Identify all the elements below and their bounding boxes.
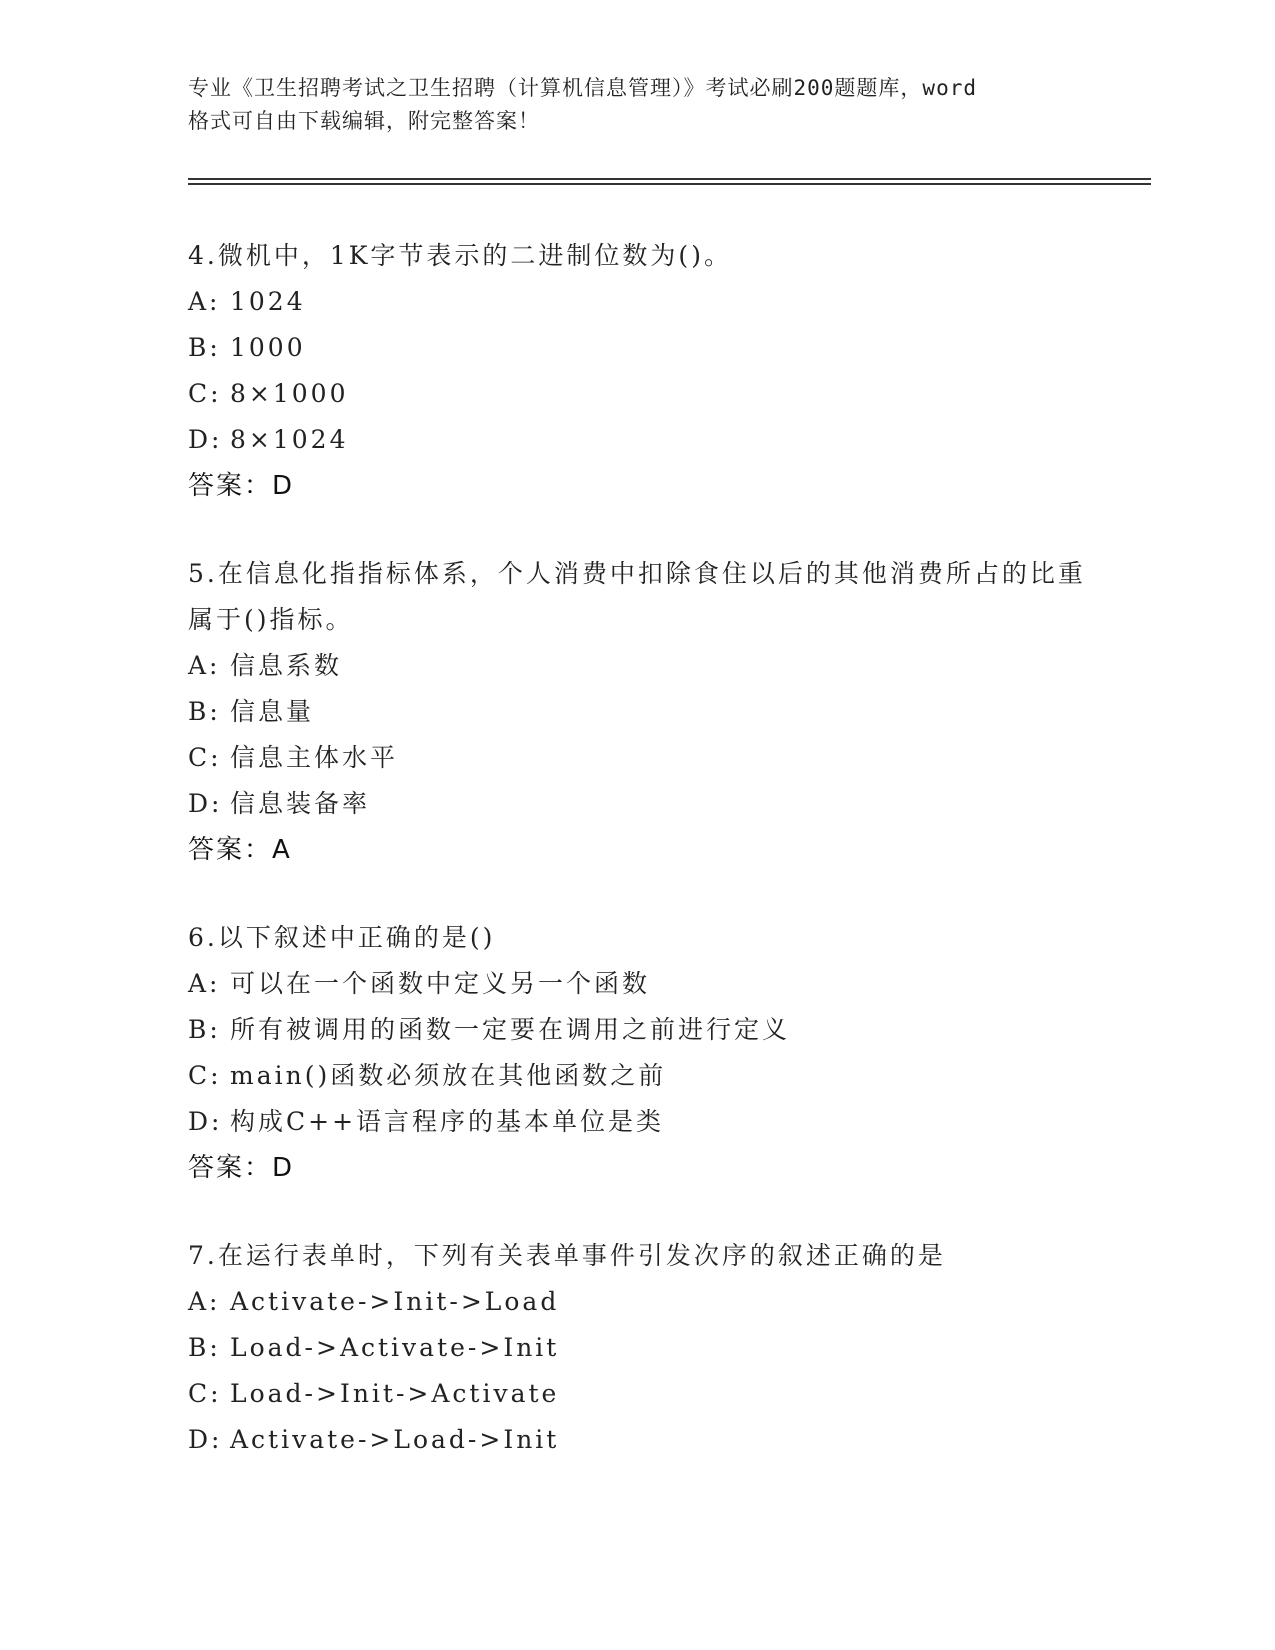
option-c: [188, 1371, 1108, 1417]
option-b: [188, 325, 1108, 371]
header-divider-top: [188, 178, 1151, 180]
question-text: 5.在信息化指指标体系，个人消费中扣除食住以后的其他消费所占的比重属于()指标。: [188, 559, 1086, 634]
question-4: [188, 233, 1108, 509]
option-text: Activate->Init->Load: [230, 1287, 560, 1316]
option-label: C:: [188, 379, 222, 408]
option-label: C:: [188, 1379, 222, 1408]
option-label: D:: [188, 425, 223, 454]
question-6: [188, 915, 1108, 1191]
option-label: A:: [188, 969, 221, 998]
option-text: Load->Init->Activate: [230, 1379, 560, 1408]
question-list: [188, 233, 1108, 1505]
option-text: Activate->Load->Init: [230, 1425, 560, 1454]
header-divider-bottom: [188, 183, 1151, 185]
option-text: 信息装备率: [230, 789, 371, 818]
option-b: [188, 1325, 1108, 1371]
question-text: 7.在运行表单时，下列有关表单事件引发次序的叙述正确的是: [188, 1241, 946, 1270]
answer: 答案：A: [188, 835, 292, 865]
question-7: [188, 1233, 1108, 1463]
option-label: B:: [188, 1333, 221, 1362]
option-c: [188, 1053, 1108, 1099]
question-text: 6.以下叙述中正确的是(): [188, 923, 496, 952]
option-text: 可以在一个函数中定义另一个函数: [230, 969, 651, 998]
option-text: 8×1024: [230, 425, 349, 454]
answer: 答案：D: [188, 1153, 295, 1183]
header-line-2: 格式可自由下载编辑，附完整答案！: [188, 109, 540, 133]
question-text: 4.微机中，1K字节表示的二进制位数为()。: [188, 241, 732, 270]
option-text: 信息主体水平: [230, 743, 399, 772]
option-c: [188, 371, 1108, 417]
option-text: 所有被调用的函数一定要在调用之前进行定义: [230, 1015, 791, 1044]
option-a: [188, 1279, 1108, 1325]
option-text: 1000: [230, 333, 306, 362]
question-5: [188, 551, 1108, 873]
option-label: D:: [188, 1107, 223, 1136]
option-label: D:: [188, 789, 223, 818]
option-c: [188, 735, 1108, 781]
option-d: [188, 1417, 1108, 1463]
option-d: [188, 1099, 1108, 1145]
option-d: [188, 781, 1108, 827]
option-label: C:: [188, 743, 222, 772]
option-d: [188, 417, 1108, 463]
document-header: [188, 72, 1088, 138]
option-a: [188, 961, 1108, 1007]
option-label: C:: [188, 1061, 222, 1090]
option-text: 信息量: [230, 697, 315, 726]
option-b: [188, 1007, 1108, 1053]
option-label: D:: [188, 1425, 223, 1454]
option-text: Load->Activate->Init: [230, 1333, 560, 1362]
option-label: A:: [188, 651, 221, 680]
option-text: 8×1000: [230, 379, 349, 408]
option-a: [188, 643, 1108, 689]
option-text: 构成C++语言程序的基本单位是类: [230, 1107, 665, 1136]
option-label: A:: [188, 1287, 221, 1316]
option-label: B:: [188, 333, 221, 362]
option-text: 信息系数: [230, 651, 343, 680]
option-b: [188, 689, 1108, 735]
option-label: A:: [188, 287, 221, 316]
option-text: 1024: [230, 287, 306, 316]
option-text: main()函数必须放在其他函数之前: [230, 1061, 667, 1090]
answer: 答案：D: [188, 471, 295, 501]
option-a: [188, 279, 1108, 325]
option-label: B:: [188, 697, 221, 726]
option-label: B:: [188, 1015, 221, 1044]
header-line-1: 专业《卫生招聘考试之卫生招聘（计算机信息管理）》考试必刷200题题库，word: [188, 76, 977, 100]
